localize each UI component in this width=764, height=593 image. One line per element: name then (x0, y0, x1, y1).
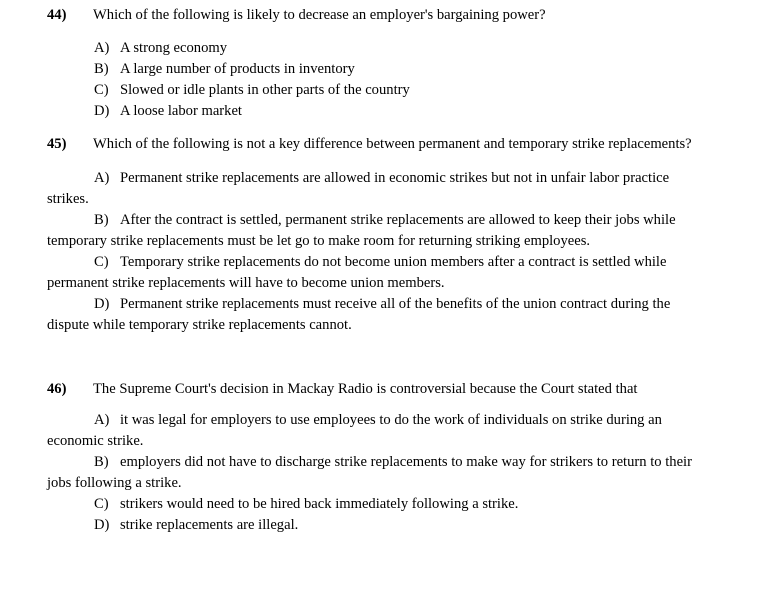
question-header (47, 379, 707, 400)
option-d (47, 294, 707, 336)
option-label: B) (94, 61, 109, 77)
question-stem: Which of the following is not a key difference between permanent and temporary strike replacements? (93, 136, 692, 152)
option-text: A loose labor market (120, 103, 242, 119)
option-a (94, 38, 707, 59)
option-c (47, 494, 707, 515)
question-46 (47, 379, 707, 536)
question-44 (47, 5, 707, 122)
options-list (47, 38, 707, 122)
option-b (47, 210, 707, 252)
option-label: A) (94, 170, 110, 186)
option-text: A large number of products in inventory (120, 61, 355, 77)
option-label: D) (94, 517, 110, 533)
option-b (47, 452, 707, 494)
question-header (47, 5, 707, 26)
options-list (47, 410, 707, 536)
options-list (47, 168, 707, 336)
option-text: Slowed or idle plants in other parts of the country (120, 82, 410, 98)
option-label: A) (94, 412, 110, 428)
question-number: 46) (47, 381, 67, 397)
question-number: 45) (47, 136, 67, 152)
option-label: D) (94, 103, 110, 119)
question-number: 44) (47, 7, 67, 23)
option-label: B) (94, 212, 109, 228)
option-c (47, 252, 707, 294)
option-a (47, 410, 707, 452)
option-text: Permanent strike replacements are allowed in economic strikes but not in unfair labor practice strikes. (47, 170, 670, 207)
question-stem: Which of the following is likely to decrease an employer's bargaining power? (93, 7, 546, 23)
option-label: B) (94, 454, 109, 470)
option-label: C) (94, 82, 109, 98)
question-header (47, 134, 707, 155)
option-b (94, 59, 707, 80)
option-d (94, 101, 707, 122)
option-label: C) (94, 496, 109, 512)
option-label: A) (94, 40, 110, 56)
option-text: After the contract is settled, permanent strike replacements are allowed to keep their jobs while temporary strike replacements must be let go to make room for returning striking employees. (47, 212, 676, 249)
option-text: strikers would need to be hired back immediately following a strike. (120, 496, 519, 512)
option-text: Permanent strike replacements must receive all of the benefits of the union contract during the dispute while temporary strike replacements cannot. (47, 296, 671, 333)
option-text: A strong economy (120, 40, 228, 56)
option-text: it was legal for employers to use employees to do the work of individuals on strike during an economic strike. (47, 412, 662, 449)
option-label: D) (94, 296, 110, 312)
exam-page (47, 5, 707, 536)
option-text: employers did not have to discharge strike replacements to make way for strikers to return to their jobs following a strike. (47, 454, 692, 491)
question-stem: The Supreme Court's decision in Mackay Radio is controversial because the Court stated that (93, 381, 638, 397)
option-text: strike replacements are illegal. (120, 517, 299, 533)
option-label: C) (94, 254, 109, 270)
option-text: Temporary strike replacements do not become union members after a contract is settled while permanent strike replacements will have to become union members. (47, 254, 667, 291)
option-d (47, 515, 707, 536)
option-c (94, 80, 707, 101)
question-45 (47, 134, 707, 336)
option-a (47, 168, 707, 210)
